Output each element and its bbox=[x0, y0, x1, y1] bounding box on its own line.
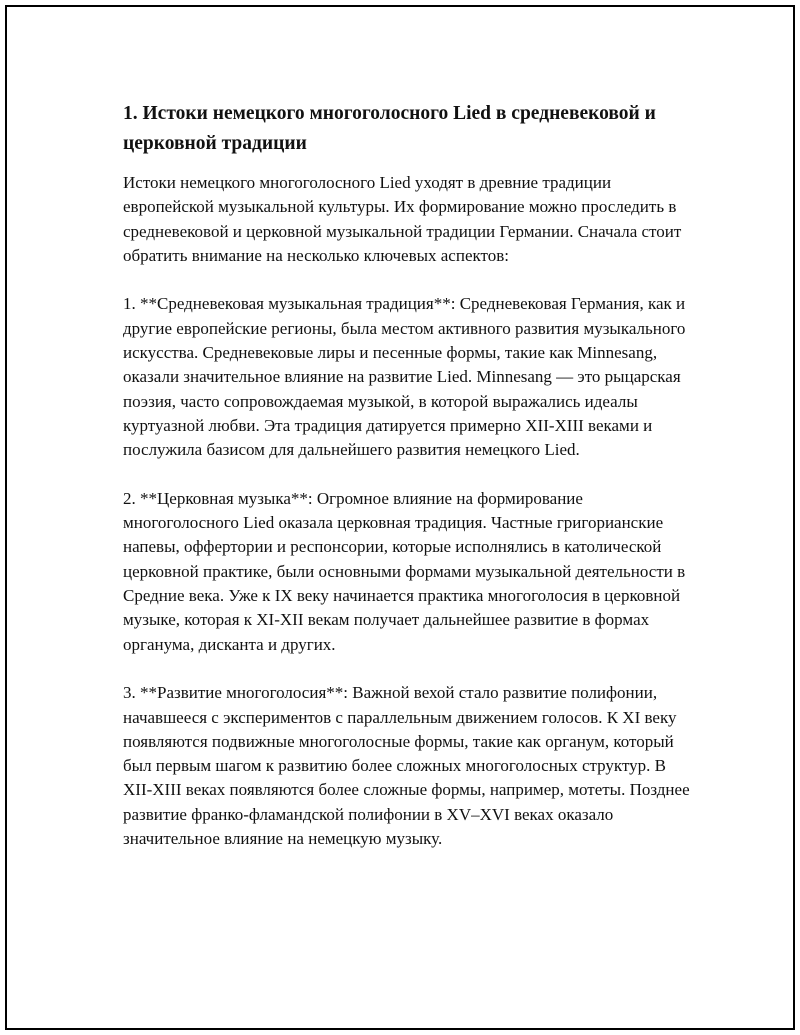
polyphony-paragraph: 3. **Развитие многоголосия**: Важной вехой стало развитие полифонии, начавшееся с экспериментов с параллельным движением голосов. К XI веку появляются подвижные многоголосные формы, такие как органум, который был первым шагом к развитию более сложных многоголосных структур. В XII-XIII веках появляются более сложные формы, например, мотеты. Позднее развитие франко-фламандской полифонии в XV–XVI веках оказало значительное влияние на немецкую музыку. bbox=[123, 683, 690, 849]
section-heading: 1. Истоки немецкого многоголосного Lied в средневековой и церковной традиции bbox=[123, 103, 656, 154]
church-music-paragraph: 2. **Церковная музыка**: Огромное влияние на формирование многоголосного Lied оказала церковная традиция. Частные григорианские напевы, оффертории и респонсории, которые исполнялись в католической церковной практике, были основными формами музыкальной деятельности в Средние века. Уже к IX веку начинается практика многоголосия в церковной музыке, которая к XI-XII векам получает дальнейшее развитие в формах органума, дисканта и других. bbox=[123, 488, 686, 654]
document-body bbox=[123, 99, 693, 876]
medieval-tradition-paragraph: 1. **Средневековая музыкальная традиция**: Средневековая Германия, как и другие европейские регионы, была местом активного развития музыкального искусства. Средневековые лиры и песенные формы, такие как Minnesang, оказали значительное влияние на развитие Lied. Minnesang — это рыцарская поэзия, часто сопровождаемая музыкой, в которой выражались идеалы куртуазной любви. Эта традиция датируется примерно XII-XIII веками и послужила базисом для дальнейшего развития немецкого Lied. bbox=[123, 294, 686, 460]
page-frame bbox=[5, 5, 795, 1030]
intro-paragraph: Истоки немецкого многоголосного Lied уходят в древние традиции европейской музыкальной культуры. Их формирование можно проследить в средневековой и церковной музыкальной традиции Германии. Сначала стоит обратить внимание на несколько ключевых аспектов: bbox=[123, 173, 682, 265]
